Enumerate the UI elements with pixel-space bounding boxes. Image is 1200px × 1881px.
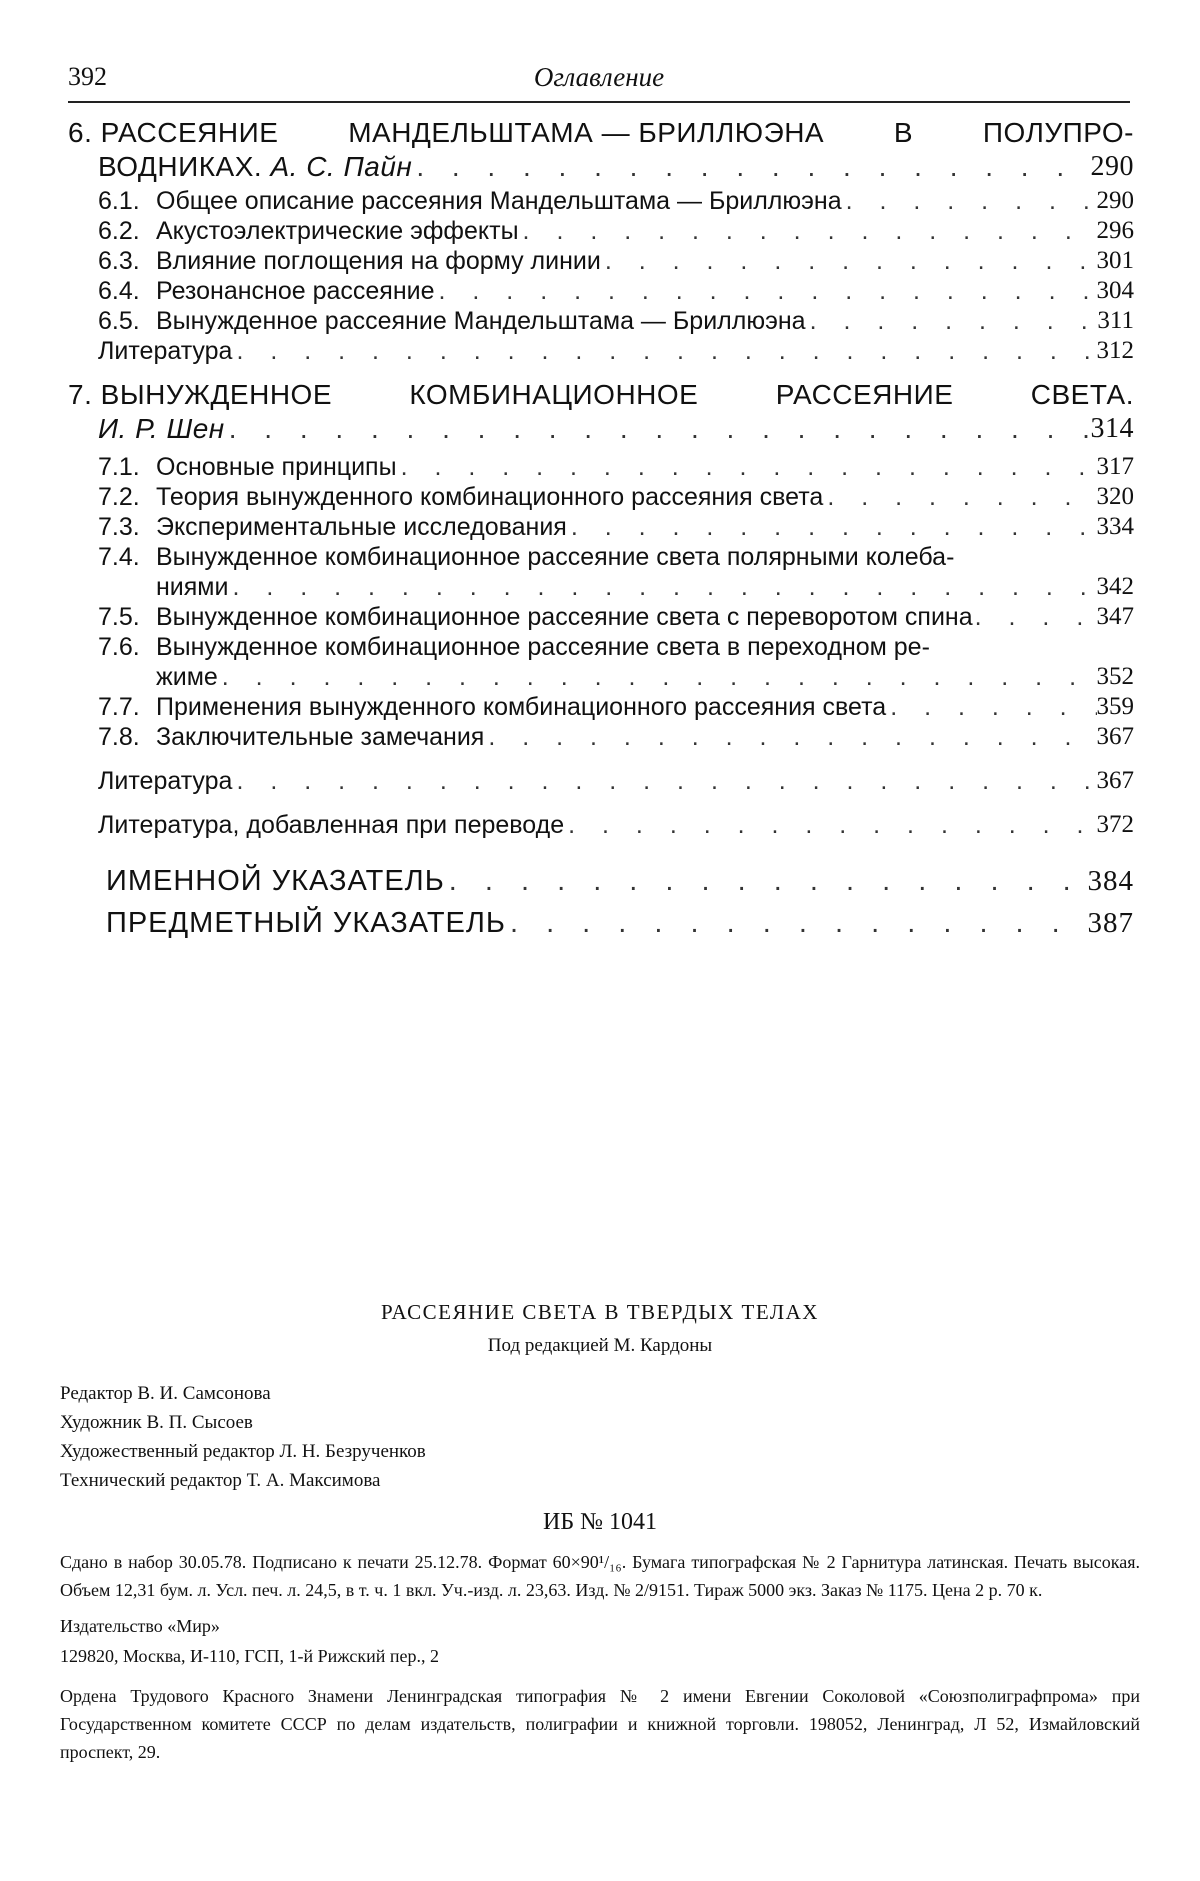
section-number: 6.5.	[98, 307, 140, 335]
leader-dots	[397, 452, 1097, 482]
staff-line: Редактор В. И. Самсонова	[60, 1383, 271, 1404]
colophon	[60, 1300, 1140, 1766]
page-ref: 334	[1096, 513, 1134, 540]
section-number: 7.4.	[98, 543, 140, 571]
section-title: Вынужденное рассеяние Мандельштама — Бриллюэна	[156, 307, 806, 335]
page-ref: 367	[1096, 723, 1134, 750]
toc-entry[interactable]	[68, 246, 1134, 276]
page-ref: 317	[1096, 453, 1134, 480]
toc-entry[interactable]	[68, 602, 1134, 632]
leader-dots	[228, 572, 1096, 602]
chapter-6-title-line1	[68, 116, 1134, 150]
leader-dots	[973, 602, 1097, 632]
section-title: Общее описание рассеяния Мандельштама — Бриллюэна	[156, 187, 842, 215]
leader-dots	[435, 276, 1097, 306]
page-number: 392	[68, 62, 107, 91]
chapter-6-entry[interactable]	[68, 150, 1134, 184]
section-title: Вынужденное комбинационное рассеяние света в переходном ре-	[156, 633, 930, 661]
leader-dots	[484, 722, 1096, 752]
staff-line: Художественный редактор Л. Н. Безрученков	[60, 1441, 426, 1462]
section-number: 7.6.	[98, 633, 140, 661]
leader-dots	[506, 904, 1088, 942]
running-title: Оглавление	[533, 62, 665, 92]
chapter-author: А. С. Пайн	[270, 151, 413, 182]
section-title: Экспериментальные исследования	[156, 513, 567, 541]
section-number: 6.1.	[98, 187, 140, 215]
leader-dots	[412, 150, 1090, 184]
leader-dots	[806, 306, 1098, 336]
printer-info: Ордена Трудового Красного Знамени Ленинградская типография № 2 имени Евгении Соколовой «Союзполиграфпрома» при Государственном комитете СССР по делам издательств, полиграфии и книжной торговли. 198052, Ленинград, Л 52, Измайловский проспект, 29.	[60, 1686, 1140, 1762]
toc-entry[interactable]	[68, 482, 1134, 512]
section-title: Основные принципы	[156, 453, 397, 481]
section-title: ниями	[156, 573, 229, 601]
chapter-7-entry[interactable]	[68, 412, 1134, 446]
section-title: Влияние поглощения на форму линии	[156, 247, 601, 275]
staff-list	[60, 1379, 1140, 1495]
toc-entry[interactable]	[68, 722, 1134, 752]
leader-dots	[601, 246, 1097, 276]
page-ref: 304	[1096, 277, 1134, 304]
chapter-title-word: ВЫНУЖДЕННОЕ	[100, 379, 332, 410]
page-ref: 347	[1096, 603, 1134, 630]
section-number: 7.2.	[98, 483, 140, 511]
chapter-title-word: В	[893, 117, 914, 148]
edited-by: Под редакцией М. Кардоны	[487, 1335, 713, 1356]
toc-entry-literature-added[interactable]	[68, 810, 1134, 840]
page-ref: 290	[1096, 187, 1134, 214]
toc-entry[interactable]	[68, 306, 1134, 336]
page-ref: 314	[1090, 413, 1134, 444]
leader-dots	[232, 336, 1096, 366]
section-number: 7.8.	[98, 723, 140, 751]
page-ref: 311	[1097, 307, 1134, 334]
ib-number: ИБ № 1041	[542, 1509, 657, 1535]
section-number: 6.2.	[98, 217, 140, 245]
leader-dots	[519, 216, 1097, 246]
section-title: Акустоэлектрические эффекты	[156, 217, 519, 245]
leader-dots	[225, 412, 1091, 446]
page-ref: 296	[1096, 217, 1134, 244]
page-ref: 372	[1096, 811, 1134, 838]
section-title: Резонансное рассеяние	[156, 277, 435, 305]
page-ref: 320	[1096, 483, 1134, 510]
leader-dots	[445, 862, 1088, 900]
section-number: 6.4.	[98, 277, 140, 305]
page-ref: 312	[1096, 337, 1134, 364]
toc-entry[interactable]	[68, 336, 1134, 366]
chapter-number: 6.	[68, 117, 93, 148]
section-title: Литература	[98, 337, 233, 365]
book-title: РАССЕЯНИЕ СВЕТА В ТВЕРДЫХ ТЕЛАХ	[381, 1300, 819, 1324]
chapter-title-word: МАНДЕЛЬШТАМА — БРИЛЛЮЭНА	[348, 117, 825, 148]
section-number: 7.5.	[98, 603, 140, 631]
toc-entry[interactable]	[68, 512, 1134, 542]
index-title: ИМЕННОЙ УКАЗАТЕЛЬ	[106, 865, 445, 897]
section-title: Теория вынужденного комбинационного рассеяния света	[156, 483, 824, 511]
publisher: Издательство «Мир»	[60, 1616, 220, 1636]
toc-entry[interactable]	[68, 186, 1134, 216]
toc-entry-line1[interactable]	[68, 542, 1134, 572]
toc-entry-literature[interactable]	[68, 766, 1134, 796]
toc-entry[interactable]	[68, 452, 1134, 482]
toc-entry[interactable]	[68, 216, 1134, 246]
chapter-title-word: РАССЕЯНИЕ	[775, 379, 954, 410]
page-ref: 359	[1096, 693, 1134, 720]
publisher-address: 129820, Москва, И-110, ГСП, 1-й Рижский пер., 2	[60, 1646, 439, 1666]
section-number: 7.3.	[98, 513, 140, 541]
staff-line: Художник В. П. Сысоев	[60, 1412, 253, 1433]
page-ref: 301	[1096, 247, 1134, 274]
chapter-author: И. Р. Шен	[98, 413, 225, 444]
section-title: Применения вынужденного комбинационного рассеяния света	[156, 693, 887, 721]
print-info: Сдано в набор 30.05.78. Подписано к печати 25.12.78. Формат 60×90¹/₁₆. Бумага типографская № 2 Гарнитура латинская. Печать высокая. Объем 12,31 бум. л. Усл. печ. л. 24,5, в т. ч. 1 вкл. Уч.-изд. л. 23,63. Изд. № 2/9151. Тираж 5000 экз. Заказ № 1175. Цена 2 р. 70 к.	[60, 1552, 1140, 1600]
toc-entry[interactable]	[68, 692, 1134, 722]
leader-dots	[567, 512, 1097, 542]
index-title: ПРЕДМЕТНЫЙ УКАЗАТЕЛЬ	[106, 907, 506, 939]
toc-entry[interactable]	[68, 572, 1134, 602]
page-ref: 342	[1096, 573, 1134, 600]
chapter-number: 7.	[68, 379, 93, 410]
section-title: Заключительные замечания	[156, 723, 485, 751]
chapter-title-word: ПОЛУПРО-	[982, 117, 1134, 148]
section-title: жиме	[156, 663, 218, 691]
chapter-title-word: СВЕТА.	[1030, 379, 1134, 410]
section-number: 6.3.	[98, 247, 140, 275]
section-title: Литература, добавленная при переводе	[98, 811, 565, 839]
page-ref: 367	[1096, 767, 1134, 794]
page-ref: 290	[1090, 151, 1134, 182]
chapter-title-word: ВОДНИКАХ.	[98, 151, 263, 182]
staff-line: Технический редактор Т. А. Максимова	[60, 1470, 381, 1491]
header-rule	[68, 101, 1130, 103]
chapter-title-word: КОМБИНАЦИОННОЕ	[409, 379, 699, 410]
running-header	[68, 62, 1130, 96]
leader-dots	[823, 482, 1096, 512]
leader-dots	[886, 692, 1096, 722]
section-number: 7.1.	[98, 453, 140, 481]
toc-entry[interactable]	[68, 276, 1134, 306]
page-ref: 384	[1087, 865, 1134, 897]
table-of-contents	[68, 116, 1134, 942]
toc-entry[interactable]	[68, 662, 1134, 692]
toc-entry-name-index[interactable]	[68, 862, 1134, 900]
page-ref: 387	[1087, 907, 1134, 939]
chapter-title-word: РАССЕЯНИЕ	[100, 117, 279, 148]
chapter-7-title-line1	[68, 378, 1134, 412]
leader-dots	[218, 662, 1097, 692]
toc-entry-subject-index[interactable]	[68, 904, 1134, 942]
section-title: Вынужденное комбинационное рассеяние света с переворотом спина	[156, 603, 973, 631]
toc-entry-line1[interactable]	[68, 632, 1134, 662]
section-number: 7.7.	[98, 693, 140, 721]
section-title: Вынужденное комбинационное рассеяние света полярными колеба-	[156, 543, 955, 571]
leader-dots	[842, 186, 1097, 216]
leader-dots	[564, 810, 1096, 840]
section-title: Литература	[98, 767, 233, 795]
leader-dots	[232, 766, 1096, 796]
page-ref: 352	[1096, 663, 1134, 690]
